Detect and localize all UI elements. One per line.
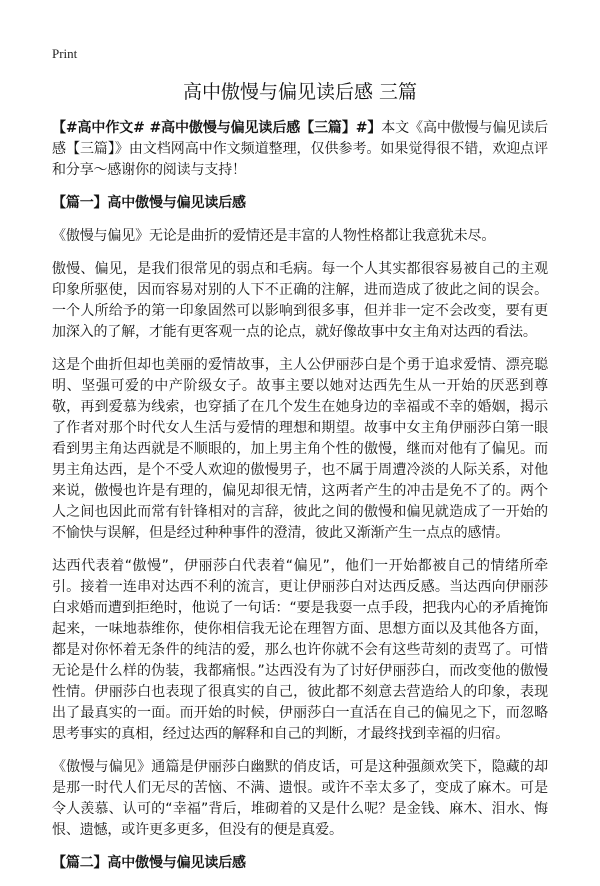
- section-1-paragraph-1: 《傲慢与偏见》无论是曲折的爱情还是丰富的人物性格都让我意犹未尽。: [52, 228, 496, 244]
- section-1-heading: 【篇一】高中傲慢与偏见读后感: [52, 195, 246, 211]
- section-2-heading: 【篇二】高中傲慢与偏见读后感: [52, 855, 246, 871]
- intro-text: 本文《高中傲慢与偏见读后感【三篇】》由文档网高中作文频道整理，仅供参考。如果觉得很不错，欢迎点评和分享～感谢你的阅读与支持！: [52, 120, 548, 178]
- document-body: [52, 118, 548, 886]
- intro-tag-prefix: 【#高中作文# #高中傲慢与偏见读后感【三篇】#】: [52, 120, 382, 136]
- intro-paragraph: [52, 118, 548, 181]
- section-1-paragraph-4: 达西代表着“傲慢”，伊丽莎白代表着“偏见”，他们一开始都被自己的情绪所牵引。接着一连串对达西不利的流言，更让伊丽莎白对达西反感。当达西向伊丽莎白求婚而遭到拒绝时，他说了一句话：“要是我耍一点手段，把我内心的矛盾掩饰起来，一味地恭维你，使你相信我无论在理智方面、思想方面以及其他各方面，都是对你怀着无条件的纯洁的爱，那么也许你就不会有这些苛刻的责骂了。可惜无论是什么样的伪装，我都痛恨。”达西没有为了讨好伊丽莎白，而改变他的傲慢性情。伊丽莎白也表现了很真实的自己，彼此都不刻意去营造给人的印象，表现出了最真实的一面。而开始的时候，伊丽莎白一直活在自己的偏见之下，而忽略思考事实的真相，经过达西的解释和自己的判断，才最终找到幸福的归宿。: [52, 558, 548, 742]
- section-1-paragraph-2: 傲慢、偏见，是我们很常见的弱点和毛病。每一个人其实都很容易被自己的主观印象所驱使，因而容易对别的人下不正确的注解，进而造成了彼此之间的误会。一个人所给予的第一印象固然可以影响到很多事，但并非一定不会改变，要有更加深入的了解，才能有更客观一点的论点，就好像故事中女主角对达西的看法。: [52, 261, 548, 340]
- document-title: 高中傲慢与偏见读后感 三篇: [182, 81, 418, 103]
- section-1-paragraph-5: 《傲慢与偏见》通篇是伊丽莎白幽默的俏皮话，可是这种强颜欢笑下，隐藏的却是那一时代人们无尽的苦恼、不满、遗恨。或许不幸太多了，变成了麻木。可是令人羡慕、认可的“幸福”背后，堆砌着的又是什么呢？是金钱、麻木、泪水、悔恨、遗憾，或许更多更多，但没有的便是真爱。: [52, 759, 548, 838]
- section-1-paragraph-3: 这是个曲折但却也美丽的爱情故事，主人公伊丽莎白是个勇于追求爱情、漂亮聪明、坚强可爱的中产阶级女子。故事主要以她对达西先生从一开始的厌恶到尊敬，再到爱慕为线索，也穿插了在几个发生在她身边的幸福或不幸的婚姻，揭示了作者对那个时代女人生活与爱情的理想和期望。故事中女主角伊丽莎白第一眼看到男主角达西就是不顺眼的，加上男主角个性的傲慢，继而对他有了偏见。而男主角达西，是个不受人欢迎的傲慢男子，也不属于周遭冷淡的人际关系，对他来说，傲慢也许是有理的，偏见却很无情，这两者产生的冲击是免不了的。两个人之间也因此而常有针锋相对的言辞，彼此之间的傲慢和偏见就造成了一开始的不愉快与误解，但是经过种种事件的澄清，彼此又渐渐产生一点点的感情。: [52, 357, 548, 541]
- print-label: Print: [52, 46, 78, 61]
